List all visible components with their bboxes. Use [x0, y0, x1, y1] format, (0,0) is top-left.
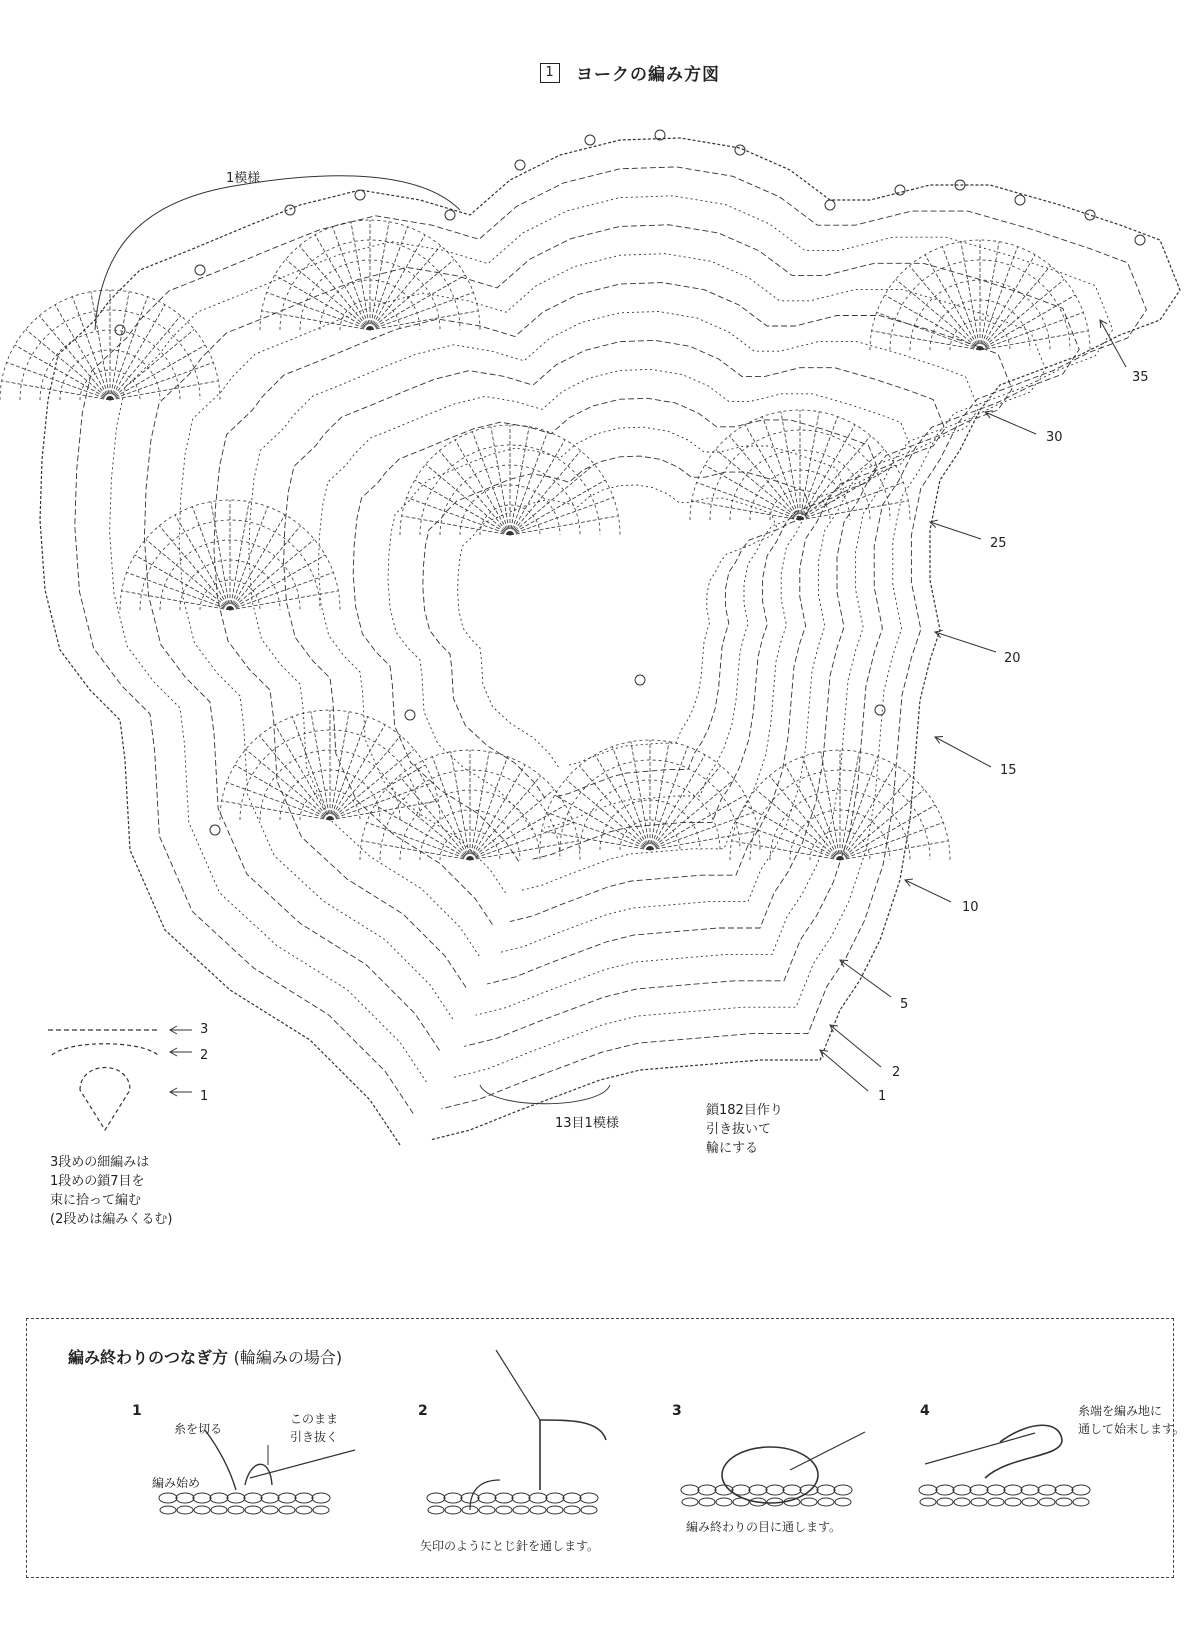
step-2-caption: 矢印のようにとじ針を通します。 [420, 1539, 600, 1553]
pineapple-motif [220, 710, 440, 820]
joining-title [68, 1345, 342, 1368]
picot-symbol [1085, 210, 1095, 220]
step-4-number: 4 [920, 1403, 930, 1419]
row-arrow [830, 1025, 881, 1067]
row-arrow [820, 1050, 868, 1091]
pattern-repeat-bracket [95, 176, 460, 330]
picot-symbol [1015, 195, 1025, 205]
joining-subtitle: (輪編みの場合) [233, 1348, 343, 1367]
step-4-label-2: 通して始末します。 [1078, 1422, 1186, 1436]
chart-row-line [75, 167, 1147, 1114]
chart-title-text: ヨークの編み方図 [576, 65, 720, 85]
arrow-shaft [830, 1025, 881, 1067]
detail-note-line: (2段めは編みくるむ) [50, 1211, 173, 1227]
chart-row-line [214, 283, 1012, 988]
foundation-note-line: 鎖182目作り [706, 1103, 783, 1118]
picot-symbol [355, 190, 365, 200]
row-number-10: 10 [962, 900, 979, 915]
base-repeat-label: 13目1模様 [555, 1116, 619, 1131]
picot-symbol [445, 210, 455, 220]
row-number-1: 1 [878, 1089, 887, 1104]
legend-row-2 [52, 1044, 158, 1055]
arrow-shaft [935, 737, 991, 767]
row-arrow [930, 520, 981, 539]
row-arrow [905, 879, 951, 902]
step-1-label-pull: 引き抜く [290, 1430, 339, 1444]
picot-symbol [210, 825, 220, 835]
detail-row-2: 2 [200, 1048, 209, 1063]
chart-row-line [388, 427, 844, 830]
arrow-shaft [985, 412, 1036, 434]
chart-row-line [179, 254, 1045, 1019]
joining-title-text: 編み終わりのつなぎ方 [68, 1348, 229, 1367]
picot-symbol [635, 675, 645, 685]
row-number-15: 15 [1000, 763, 1017, 778]
detail-legend-drawing [48, 1026, 192, 1130]
chart-number-box: 1 [540, 63, 560, 83]
row-number-20: 20 [1004, 651, 1021, 666]
picot-symbol [825, 200, 835, 210]
row-number-5: 5 [900, 997, 909, 1012]
arrow-shaft [840, 960, 891, 997]
chart-row-line [249, 312, 979, 957]
pineapple-motif [540, 740, 760, 850]
row-number-35: 35 [1132, 370, 1149, 385]
picot-symbol [1135, 235, 1145, 245]
step-3-caption: 編み終わりの目に通します。 [686, 1520, 842, 1534]
legend-row-1 [80, 1068, 130, 1131]
picot-symbol [875, 705, 885, 715]
base-repeat-bracket [480, 1085, 610, 1104]
detail-note [50, 1154, 172, 1229]
arrow-shaft [930, 522, 981, 539]
step-1-label-cut: 糸を切る [174, 1422, 223, 1436]
picot-symbol [515, 160, 525, 170]
row-arrow [935, 630, 996, 652]
detail-row-1: 1 [200, 1089, 209, 1104]
step-1-label-start: 編み始め [152, 1476, 201, 1490]
row-number-25: 25 [990, 536, 1007, 551]
row-number-30: 30 [1046, 430, 1063, 445]
foundation-note-line: 輪にする [706, 1140, 759, 1156]
step-3-number: 3 [672, 1403, 682, 1419]
pineapple-motif [360, 750, 580, 860]
arrow-shaft [905, 880, 951, 902]
detail-note-line: 3段めの細編みは [50, 1155, 150, 1170]
yoke-chart-drawing [0, 130, 1180, 1145]
step-1-label-keep: このまま [290, 1412, 339, 1426]
chart-row-line [318, 369, 911, 893]
detail-note-line: 束に拾って編む [50, 1192, 142, 1208]
picot-symbol [195, 265, 205, 275]
chart-row-line [423, 456, 811, 798]
row-arrow [985, 411, 1036, 434]
pineapple-motif [0, 290, 220, 400]
detail-note-line: 1段めの鎖7目を [50, 1173, 145, 1189]
pineapple-motif [120, 500, 340, 610]
step-4-label-1: 糸端を編み地に [1078, 1404, 1163, 1418]
detail-row-3: 3 [200, 1022, 209, 1037]
picot-symbol [585, 135, 595, 145]
row-arrow [840, 960, 891, 997]
pineapple-motif [870, 240, 1090, 350]
row-number-2: 2 [892, 1065, 901, 1080]
arrow-shaft [935, 632, 996, 652]
pineapple-motif [260, 220, 480, 330]
picot-symbol [895, 185, 905, 195]
step-1-number: 1 [132, 1403, 142, 1419]
picot-symbol [405, 710, 415, 720]
pattern-repeat-label: 1模様 [226, 171, 261, 186]
foundation-note [706, 1102, 783, 1159]
foundation-note-line: 引き抜いて [706, 1121, 772, 1137]
arrow-shaft [820, 1050, 868, 1091]
arrow-head [905, 879, 913, 886]
chart-row-line [144, 225, 1079, 1051]
step-2-number: 2 [418, 1403, 428, 1419]
pineapple-motif [730, 750, 950, 860]
chart-row-line [353, 398, 877, 861]
row-arrow [935, 737, 991, 768]
pineapple-motif [400, 425, 620, 535]
